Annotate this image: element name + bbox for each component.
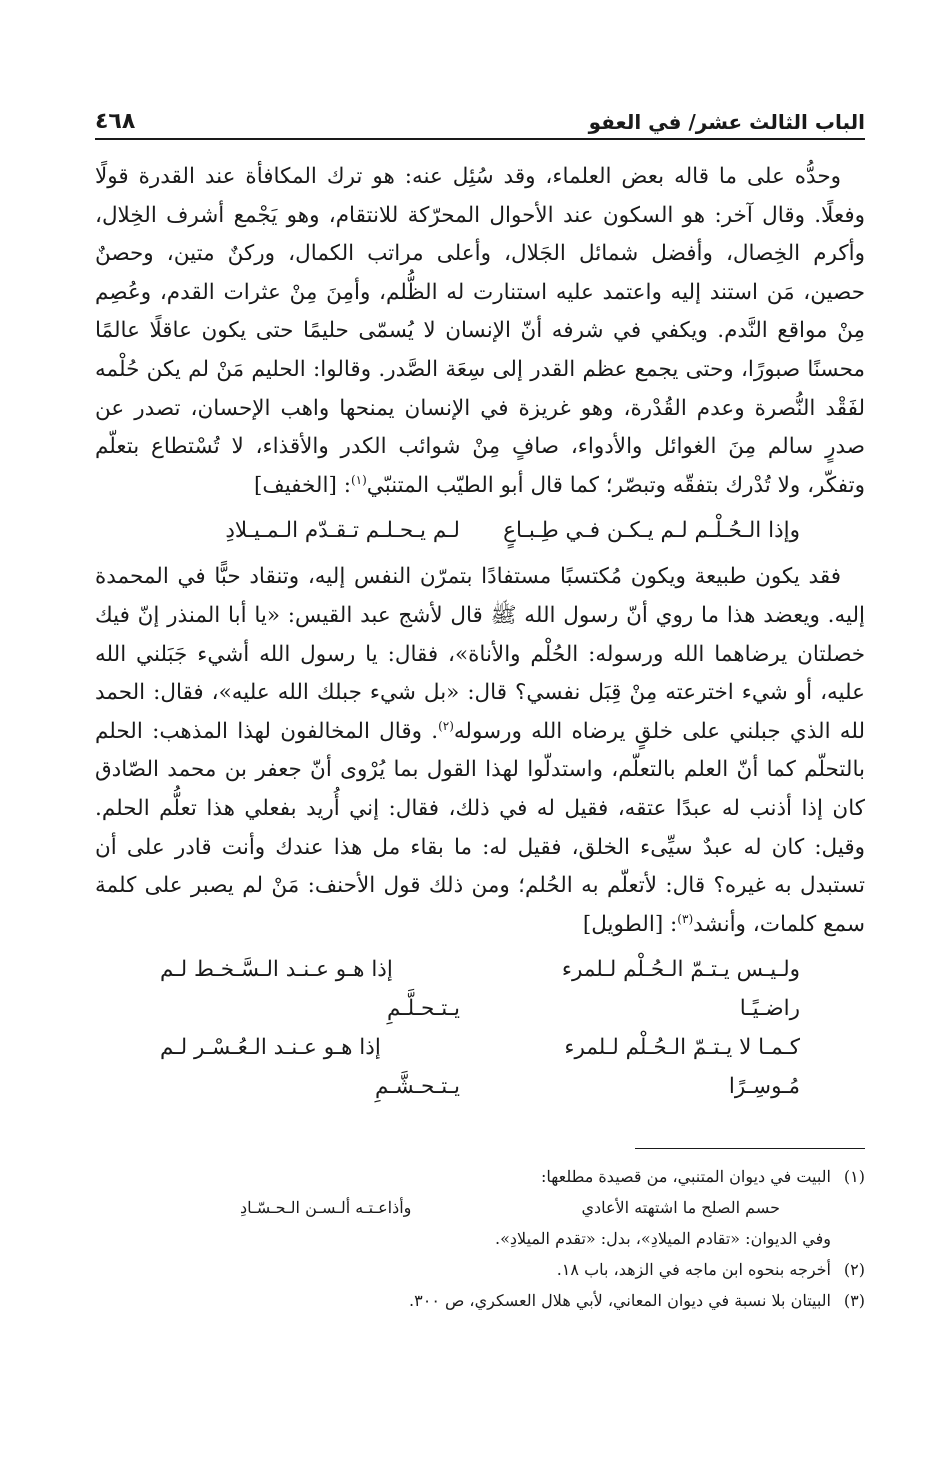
poem-line-2-first: كـمـا لا يـتـمّ الـحُـلْم لـلمرء مُـوسِـرًا — [564, 1035, 800, 1100]
footnote-1-verse — [95, 1192, 865, 1223]
page-number: ٤٦٨ — [95, 109, 136, 134]
footnote-ref-1[interactable]: (١) — [350, 472, 367, 487]
meter-label-khafif: [الخفيف] — [254, 472, 337, 498]
footnote-ref-3[interactable]: (٣) — [677, 911, 694, 926]
footnote-1-note: وفي الديوان: «تقادم الميلادِ»، بدل: «تقدم الميلادِ». — [495, 1229, 831, 1249]
chapter-title: الباب الثالث عشر/ في العفو — [588, 110, 865, 134]
poem-line-2-second: إذا هـو عـنـد الـعُـسْـر لـم يـتـحـشَّـمِ — [160, 1035, 460, 1100]
footnote-text: أخرجه بنحوه ابن ماجه في الزهد، باب ١٨. — [556, 1260, 831, 1280]
verse-1-second-hemistich: لـم يـحـلـم تـقـدّم الـمـيـلادِ — [225, 518, 460, 544]
running-header — [95, 98, 865, 134]
paragraph-2-continuation: . وقال المخالفون لهذا المذهب: الحلم بالتحلّم كما أنّ العلم بالتعلّم، واستدلّوا لهذا القول بما يُرْوى أنّ جعفر بن محمد الصّادق كان إذا أذنب له عبدًا عتقه، فقيل له في ذلك، فقال: إني أُريد بفعلي هذا تعلُّم الحلم. وقيل: كان له عبدٌ سيِّىء الخلق، فقيل له: ما بقاء مل هذا عندك وأنت قادر على أن تستبدل به غيره؟ قال: لأتعلّم به الحُلم؛ ومن ذلك قول الأحنف: مَنْ لم يصبر على كلمة سمع كلمات، وأنشد — [95, 718, 865, 937]
header-rule — [95, 138, 865, 140]
paragraph-1-colon: : — [343, 472, 351, 498]
footnote-verse-second: وأذاعـتـه ألـسـن الـحـسّـادِ — [240, 1198, 412, 1218]
paragraph-2 — [95, 558, 865, 944]
poem-line — [95, 950, 865, 1028]
footnote-text: البيتان بلا نسبة في ديوان المعاني، لأبي هلال العسكري، ص ٣٠٠. — [409, 1291, 831, 1311]
footnote-text: البيت في ديوان المتنبي، من قصيدة مطلعها: — [540, 1167, 831, 1187]
paragraph-2-colon: : — [670, 911, 678, 937]
footnotes — [95, 1161, 865, 1316]
main-text — [95, 158, 865, 1106]
poem-line-1-second: إذا هـو عـنـد الـسَّـخـط لـم يـتـحـلَّـمِ — [160, 957, 460, 1022]
footnote-2 — [95, 1254, 865, 1285]
footnote-ref-2[interactable]: (٢) — [438, 718, 454, 733]
footnote-1 — [95, 1161, 865, 1192]
poem-line-1-first: ولـيـس يـتـمّ الـحُـلْم لـلمرء راضـيًـا — [561, 957, 800, 1022]
poem — [95, 950, 865, 1106]
verse-1-first-hemistich: وإذا الـحُـلْـم لـم يـكـن فـي طِـبـاعٍ — [503, 518, 800, 544]
paragraph-2-text: فقد يكون طبيعة ويكون مُكتسبًا مستفادًا بتمرّن النفس إليه، وتنقاد حبًّا في المحمدة إليه. ويعضد هذا ما روي أنّ رسول الله ﷺ قال لأشج عبد القيس: «يا أبا المنذر إنّ فيك خصلتان يرضاهما الله ورسوله: الحُلْم والأناة»، فقال: يا رسول الله أشيء جَبَلني الله عليه، أو شيء اخترعته مِنْ قِبَل نفسي؟ قال: «بل شيء جبلك الله عليه»، فقال: الحمد لله الذي جبلني على خلقٍ يرضاه الله ورسوله — [95, 564, 866, 744]
paragraph-1 — [95, 158, 865, 505]
footnote-separator — [635, 1148, 865, 1149]
footnote-number: (٣) — [843, 1291, 865, 1311]
footnote-3 — [95, 1285, 865, 1316]
footnote-number: (٢) — [843, 1260, 865, 1280]
book-page — [95, 98, 865, 1316]
verse-1 — [95, 511, 865, 550]
footnote-verse-first: حسم الصلح ما اشتهته الأعادي — [581, 1198, 780, 1218]
paragraph-1-text: وحدُّه على ما قاله بعض العلماء، وقد سُئِل عنه: هو ترك المكافأة عند القدرة قولًا وفعلًا. وقال آخر: هو السكون عند الأحوال المحرّكة للانتقام، وهو يَجْمع أشرف الخِلال، وأكرم الخِصال، وأفضل شمائل الجَلال، وأعلى مراتب الكمال، وركنٌ متين، وحصنٌ حصين، مَن استند إليه واعتمد عليه استنارت له الظُّلم، وأمِنَ مِنْ عثرات القدم، وعُصِم مِنْ مواقع النَّدم. ويكفي في شرفه أنّ الإنسان لا يُسمّى حليمًا حتى يكون عاقلًا عالمًا محسنًا صبورًا، وحتى يجمع عظم القدر إلى سِعَة الصَّدر. وقالوا: الحليم مَنْ لم يكن حُلْمه لفَقْد النُّصرة وعدم القُدْرة، وهو غريزة في الإنسان يمنحها واهب الإحسان، تصدر عن صدرٍ سالم مِنَ الغوائل والأدواء، صافٍ مِنْ شوائب الكدر والأقذاء، لا تُسْتطاع بتعلّم وتفكّر، ولا تُدْرك بتفقّه وتبصّر؛ كما قال أبو الطيّب المتنبّي — [95, 164, 865, 498]
poem-line — [95, 1028, 865, 1106]
footnote-number: (١) — [843, 1167, 865, 1187]
meter-label-tawil: [الطويل] — [582, 911, 664, 937]
